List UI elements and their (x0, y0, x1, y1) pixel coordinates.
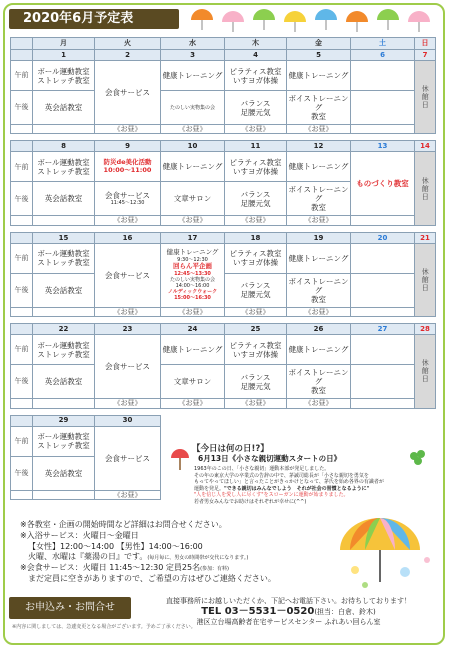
day-number: 27 (351, 324, 415, 335)
weekday-mon: 月 (33, 38, 95, 50)
event-cell: ものづくり教室 (351, 152, 415, 216)
holiday-label: 休館日 (415, 243, 436, 316)
umbrella-icon (191, 9, 213, 30)
lunch-label: 《お昼》 (95, 307, 161, 316)
event-cell: 防災de美化活動 10:00～11:00 (95, 152, 161, 182)
lunch-label: 《お昼》 (225, 307, 287, 316)
umbrella-icon (170, 448, 190, 472)
event-cell: 健康トレーニング (161, 61, 225, 91)
weekday-sat: 土 (351, 38, 415, 50)
day-number: 17 (161, 232, 225, 243)
day-number: 21 (415, 232, 436, 243)
lunch-label: 《お昼》 (95, 490, 161, 499)
event-cell: 健康トレーニング 9:30～12:30 回らん平企画 12:45～13:30 たのしい実物集の会 14:00～16:00 ノルディックウォーク 15:00～16:30 (161, 243, 225, 307)
today-trivia-box (170, 442, 435, 504)
day-number: 19 (287, 232, 351, 243)
event-cell: 会食サービス 11:45～12:30 (95, 182, 161, 216)
lunch-label: 《お昼》 (161, 399, 225, 408)
lunch-label: 《お昼》 (161, 307, 225, 316)
holiday-label: 休館日 (415, 61, 436, 134)
day-number: 29 (33, 415, 95, 426)
lunch-label: 《お昼》 (287, 307, 351, 316)
umbrella-icon (346, 11, 368, 32)
event-cell: 健康トレーニング (161, 335, 225, 365)
lunch-label: 《お昼》 (287, 399, 351, 408)
umbrella-icon (284, 11, 306, 32)
event-cell: 文章サロン (161, 365, 225, 399)
day-number: 15 (33, 232, 95, 243)
event-cell: ピラティス教室 いすヨガ体操 (225, 152, 287, 182)
day-number: 9 (95, 141, 161, 152)
event-cell: ピラティス教室 いすヨガ体操 (225, 335, 287, 365)
period-am: 午前 (11, 243, 33, 273)
umbrella-icon (315, 9, 337, 30)
weekday-sun: 日 (415, 38, 436, 50)
event-cell: ボイストレーニング 教室 (287, 273, 351, 307)
period-am: 午前 (11, 335, 33, 365)
lunch-label: 《お昼》 (161, 125, 225, 134)
umbrella-decoration (186, 8, 441, 34)
period-pm: 午後 (11, 365, 33, 399)
event-cell: バランス 足腰元気 (225, 91, 287, 125)
event-cell: ボイストレーニング 教室 (287, 182, 351, 216)
event-cell: 会食サービス (95, 61, 161, 125)
umbrella-icon (408, 11, 430, 32)
weekday-wed: 水 (161, 38, 225, 50)
event-cell: 健康トレーニング (161, 152, 225, 182)
period-pm: 午後 (11, 273, 33, 307)
day-number: 23 (95, 324, 161, 335)
event-cell: 会食サービス (95, 426, 161, 490)
lunch-label: 《お昼》 (287, 216, 351, 225)
day-number: 16 (95, 232, 161, 243)
day-number: 11 (225, 141, 287, 152)
event-cell: ボイストレーニング 教室 (287, 365, 351, 399)
lunch-label: 《お昼》 (95, 399, 161, 408)
trivia-body: 1963年のこの日、「小さな親切」運動本部が発足しました。 その年の東京大学の卒業式の告辞の中で、茅誠司総長が「小さな親切を勇気を もってやってほしい」と言ったことがきっかけとなって、茅氏を始め各界の有識者が 運動を発足。"できる親切はみんなでしよう それが社会の習慣となるように" "人を信じ人を愛し人に尽くす"をスローガンに運動が始まりました。 若者男女みんなでお助けはそれぞれが幸せに(^^) (194, 466, 384, 505)
day-number: 18 (225, 232, 287, 243)
contact-info: 直接事務所にお越しいただくか、下記へお電話下さい。お待ちしております！ TEL 03－5531－0520(担当：白倉、鈴木) 港区立台場高齢者在宅サービスセンター ふれあい回らん室 (166, 597, 411, 627)
day-number: 3 (161, 50, 225, 61)
day-number: 22 (33, 324, 95, 335)
phone-number[interactable]: TEL 03－5531－0520 (201, 605, 315, 617)
day-number: 13 (351, 141, 415, 152)
event-cell: 英会話教室 (33, 365, 95, 399)
lunch-label: 《お昼》 (161, 216, 225, 225)
holiday-label: 休館日 (415, 335, 436, 408)
period-am: 午前 (11, 152, 33, 182)
clover-icon (406, 448, 432, 468)
inquiry-button[interactable]: お申込み・お問合せ (9, 597, 131, 619)
event-cell: ボール運動教室 ストレッチ教室 (33, 335, 95, 365)
trivia-subtitle: 6月13日《小さな親切運動スタートの日》 (198, 454, 342, 463)
day-number: 25 (225, 324, 287, 335)
day-number: 7 (415, 50, 436, 61)
day-number: 26 (287, 324, 351, 335)
event-cell: ボール運動教室 ストレッチ教室 (33, 152, 95, 182)
weekday-thu: 木 (225, 38, 287, 50)
lunch-label: 《お昼》 (225, 125, 287, 134)
day-number: 8 (33, 141, 95, 152)
trivia-title: 【今日は何の日!?】 (192, 444, 269, 454)
event-cell: 健康トレーニング (287, 152, 351, 182)
period-pm: 午後 (11, 456, 33, 490)
holiday-label: 休館日 (415, 152, 436, 225)
lunch-label: 《お昼》 (95, 216, 161, 225)
corner-cell (11, 38, 33, 50)
event-cell: 文章サロン (161, 182, 225, 216)
event-cell: ピラティス教室 いすヨガ体操 (225, 243, 287, 273)
day-number: 1 (33, 50, 95, 61)
event-cell: ボイストレーニング 教室 (287, 91, 351, 125)
event-cell: 英会話教室 (33, 91, 95, 125)
lunch-label: 《お昼》 (95, 125, 161, 134)
day-number: 5 (287, 50, 351, 61)
weekday-fri: 金 (287, 38, 351, 50)
event-cell: ボール運動教室 ストレッチ教室 (33, 61, 95, 91)
event-cell: 健康トレーニング (287, 61, 351, 91)
period-pm: 午後 (11, 91, 33, 125)
event-cell: 会食サービス (95, 243, 161, 307)
event-cell: ボール運動教室 ストレッチ教室 (33, 426, 95, 456)
day-number: 4 (225, 50, 287, 61)
event-cell: バランス 足腰元気 (225, 273, 287, 307)
umbrella-icon (222, 11, 244, 32)
day-number: 10 (161, 141, 225, 152)
day-number: 2 (95, 50, 161, 61)
umbrella-icon (253, 9, 275, 30)
event-cell: 英会話教室 (33, 456, 95, 490)
day-number: 28 (415, 324, 436, 335)
colorful-umbrella-icon (335, 510, 440, 595)
weekday-tue: 火 (95, 38, 161, 50)
footnote: ※内容に関しましては、急遽変更となる場合がございます。予めご了承ください。 (12, 624, 196, 630)
event-cell: たのしい実物集の会 (161, 91, 225, 125)
day-number: 30 (95, 415, 161, 426)
umbrella-icon (377, 9, 399, 30)
day-number: 12 (287, 141, 351, 152)
lunch-label: 《お昼》 (225, 399, 287, 408)
period-am: 午前 (11, 426, 33, 456)
event-cell: 英会話教室 (33, 182, 95, 216)
event-cell: 英会話教室 (33, 273, 95, 307)
day-number: 14 (415, 141, 436, 152)
period-pm: 午後 (11, 182, 33, 216)
info-notes: ※各教室・企画の開始時間など詳細はお問合せください。 ※入浴サービス：火曜日～金曜日 【女性】12:00～14:00 【男性】14:00～16:00 火曜、水曜は『薬湯の日』です。(毎月毎に、男女の時間帯が交代になります。) ※会食サービス：火曜日 11:45～12:30 定員25名(参加：有料) まだ定員に空きがありますので、ご希望の方はぜひご連絡ください。 (20, 520, 276, 583)
period-am: 午前 (11, 61, 33, 91)
event-cell: バランス 足腰元気 (225, 365, 287, 399)
event-cell: 健康トレーニング (287, 243, 351, 273)
day-number: 20 (351, 232, 415, 243)
event-cell: 健康トレーニング (287, 335, 351, 365)
lunch-label: 《お昼》 (225, 216, 287, 225)
calendar-table (10, 37, 436, 500)
day-number: 24 (161, 324, 225, 335)
event-cell: ボール運動教室 ストレッチ教室 (33, 243, 95, 273)
lunch-label: 《お昼》 (287, 125, 351, 134)
event-cell: ピラティス教室 いすヨガ体操 (225, 61, 287, 91)
day-number: 6 (351, 50, 415, 61)
event-cell: 会食サービス (95, 335, 161, 399)
event-cell: バランス 足腰元気 (225, 182, 287, 216)
page-title: 2020年6月予定表 (9, 9, 179, 29)
